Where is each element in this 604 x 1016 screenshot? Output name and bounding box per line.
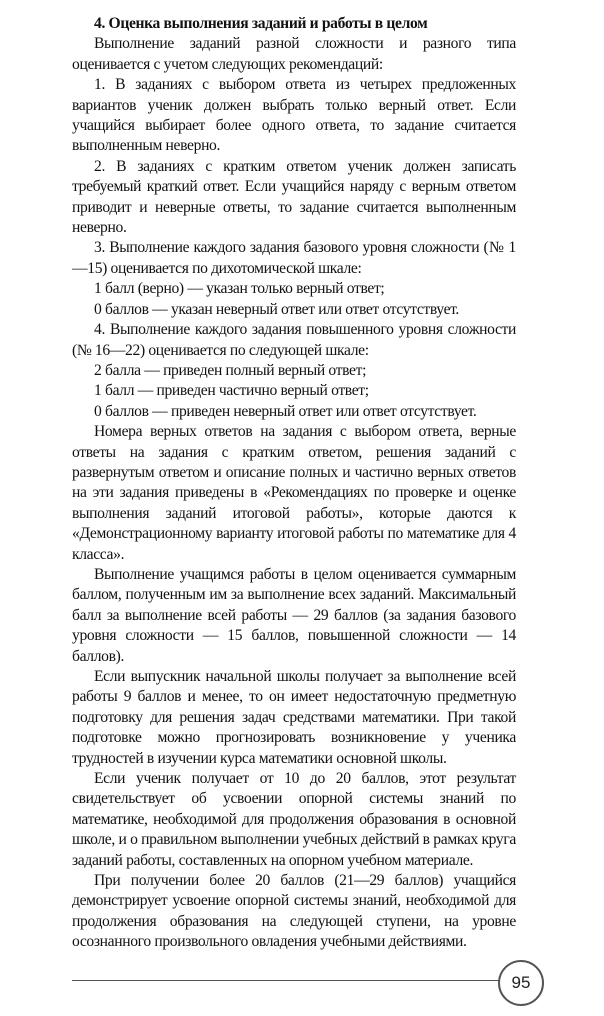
paragraph: 1. В заданиях с выбором ответа из четырех предложенных вариантов ученик должен выбрать только верный ответ. Если учащийся выбирает более одного ответа, то задание считается выполненным неверно. [72,76,516,155]
page-number: 95 [511,973,531,992]
paragraph: 0 баллов — указан неверный ответ или ответ отсутствует. [94,300,459,318]
paragraph: 1 балл (верно) — указан только верный ответ; [94,280,385,298]
paragraph: Выполнение учащимся работы в целом оценивается суммарным баллом, полученным им за выполнение всех заданий. Максимальный балл за выполнение всей работы — 29 баллов (за задания базового уровня сложности — 15 баллов, повышенной сложности — 14 баллов). [72,565,516,665]
paragraph: Выполнение заданий разной сложности и разного типа оценивается с учетом следующих рекомендаций: [72,35,516,73]
paragraph: 2. В заданиях с кратким ответом ученик должен записать требуемый краткий ответ. Если учащийся наряду с верным ответом приводит и неверные ответы, то задание считается выполненным неверно. [72,157,516,237]
paragraph: 1 балл — приведен частично верный ответ; [94,382,369,400]
paragraph: 4. Выполнение каждого задания повышенного уровня сложности (№ 16—22) оценивается по следующей шкале: [72,321,516,359]
paragraph: 0 баллов — приведен неверный ответ или ответ отсутствует. [94,402,477,420]
paragraph: Если ученик получает от 10 до 20 баллов, этот результат свидетельствует об усвоении опорной системы знаний по математике, необходимой для продолжения образования в основной школе, и о правильном выполнении учебных действий в рамках круга заданий работы, составленных на опорном учебном материале. [72,770,516,869]
text-body [72,14,516,953]
paragraph: 3. Выполнение каждого задания базового уровня сложности (№ 1—15) оценивается по дихотомической шкале: [72,239,516,277]
paragraph: 2 балла — приведен полный верный ответ; [94,361,367,379]
paragraph: Номера верных ответов на задания с выбором ответа, верные ответы на задания с кратким ответом, решения заданий с развернутым ответом и описание полных и частично верных ответов на эти задания приведены в «Рекомендациях по проверке и оценке выполнения заданий итоговой работы», которые даются к «Демонстрационному варианту итоговой работы по математике для 4 класса». [72,423,516,563]
paragraph: При получении более 20 баллов (21—29 баллов) учащийся демонстрирует усвоение опорной системы знаний, необходимой для продолжения образования на следующей ступени, на уровне осознанного произвольного овладения учебными действиями. [72,872,516,951]
footer-divider [72,980,502,981]
section-heading: 4. Оценка выполнения заданий и работы в целом [94,15,428,32]
paragraph: Если выпускник начальной школы получает за выполнение всей работы 9 баллов и менее, то он имеет недостаточную предметную подготовку для решения задач средствами математики. При такой подготовке можно прогнозировать возникновение у ученика трудностей в изучении курса математики основной школы. [72,668,516,767]
